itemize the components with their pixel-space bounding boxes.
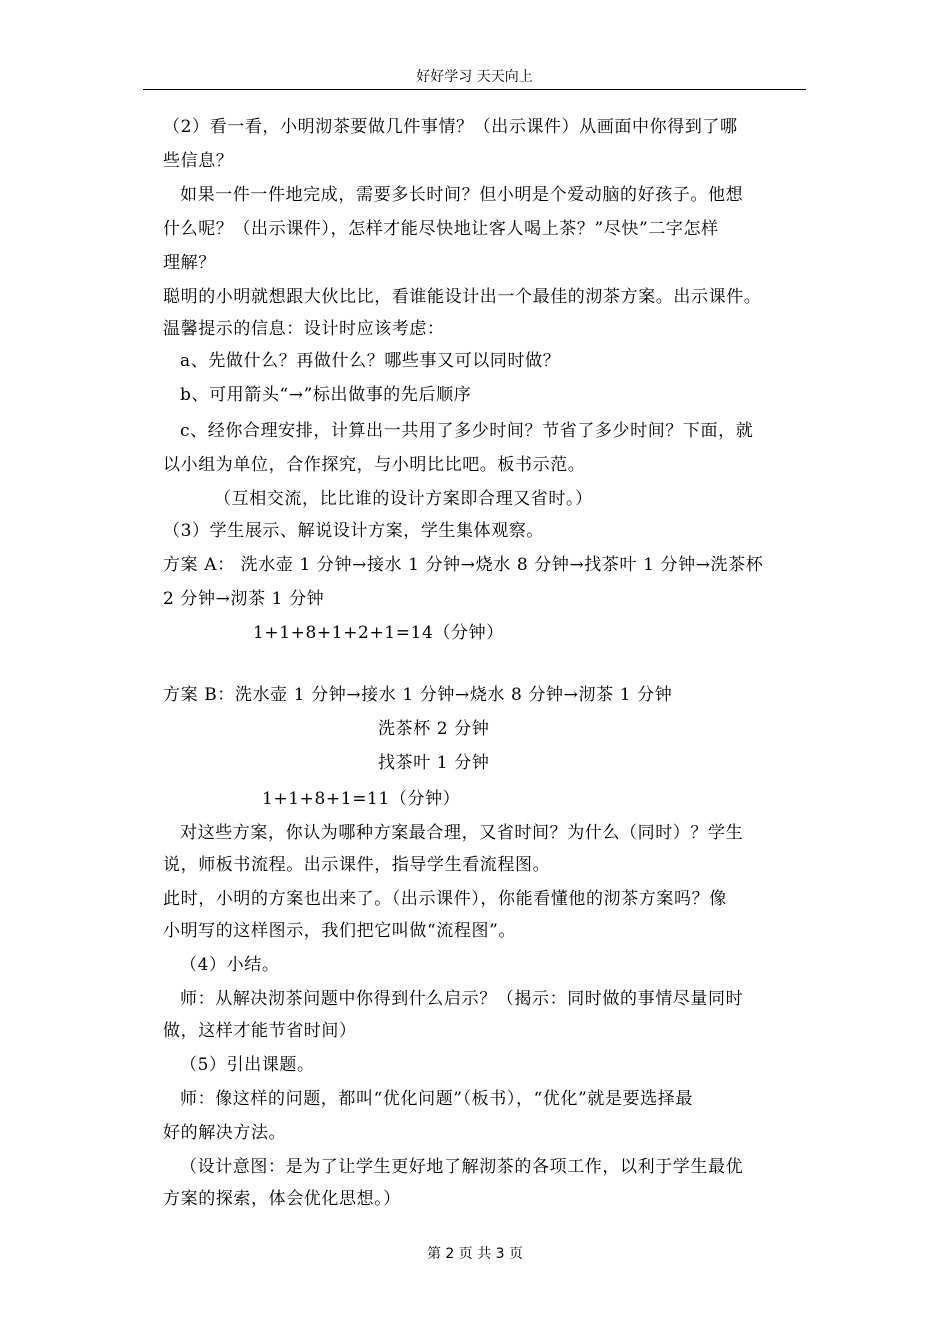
body-line: 什么呢？（出示课件），怎样才能尽快地让客人喝上茶？”尽快”二字怎样	[163, 219, 719, 239]
body-line: 小明写的这样图示，我们把它叫做“流程图”。	[163, 921, 516, 941]
body-line: 好的解决方法。	[163, 1123, 287, 1143]
body-line: （互相交流，比比谁的设计方案即合理又省时。）	[214, 489, 593, 509]
body-line: c、经你合理安排，计算出一共用了多少时间？节省了多少时间？下面，就	[180, 421, 754, 441]
page-footer: 第 2 页 共 3 页	[426, 1246, 524, 1262]
body-line: 些信息？	[163, 151, 234, 171]
body-line: 理解？	[163, 253, 216, 273]
body-line: b、可用箭头“→”标出做事的先后顺序	[180, 385, 472, 405]
body-line: （设计意图：是为了让学生更好地了解沏茶的各项工作，以利于学生最优	[180, 1157, 744, 1177]
body-line: 2 分钟→沏茶 1 分钟	[163, 589, 325, 609]
body-line: 聪明的小明就想跟大伙比比，看谁能设计出一个最佳的沏茶方案。出示课件。	[163, 287, 762, 307]
body-line: 1+1+8+1+2+1=14（分钟）	[253, 623, 504, 643]
body-line: a、先做什么？再做什么？哪些事又可以同时做？	[180, 351, 561, 371]
header-divider	[143, 89, 806, 90]
body-line: 以小组为单位，合作探究，与小明比比吧。板书示范。	[163, 455, 586, 475]
body-line: 方案 B：洗水壶 1 分钟→接水 1 分钟→烧水 8 分钟→沏茶 1 分钟	[163, 685, 673, 705]
body-line: （4）小结。	[180, 955, 280, 975]
body-line: 方案 A： 洗水壶 1 分钟→接水 1 分钟→烧水 8 分钟→找茶叶 1 分钟→洗茶杯	[163, 555, 764, 575]
body-line: 师：像这样的问题，都叫“优化问题”（板书），“优化”就是要选择最	[180, 1089, 693, 1109]
body-line: （2）看一看，小明沏茶要做几件事情？（出示课件）从画面中你得到了哪	[163, 117, 738, 137]
body-line: 如果一件一件地完成，需要多长时间？但小明是个爱动脑的好孩子。他想	[180, 185, 744, 205]
body-line: （3）学生展示、解说设计方案，学生集体观察。	[163, 521, 545, 541]
body-line: 温馨提示的信息：设计时应该考虑：	[163, 319, 445, 339]
body-line: 说，师板书流程。出示课件，指导学生看流程图。	[163, 855, 551, 875]
body-line: 找茶叶 1 分钟	[378, 753, 490, 773]
body-line: 方案的探索，体会优化思想。）	[163, 1189, 401, 1209]
body-line: 1+1+8+1=11（分钟）	[262, 789, 461, 809]
body-line: 此时，小明的方案也出来了。（出示课件），你能看懂他的沏茶方案吗？像	[163, 889, 727, 909]
body-line: 对这些方案，你认为哪种方案最合理，又省时间？为什么（同时）？学生	[180, 823, 744, 843]
page-header: 好好学习 天天向上	[416, 69, 533, 85]
body-line: 师：从解决沏茶问题中你得到什么启示？（揭示：同时做的事情尽量同时	[180, 989, 744, 1009]
body-line: 洗茶杯 2 分钟	[378, 719, 490, 739]
body-line: （5）引出课题。	[180, 1055, 315, 1075]
body-line: 做，这样才能节省时间）	[163, 1021, 357, 1041]
